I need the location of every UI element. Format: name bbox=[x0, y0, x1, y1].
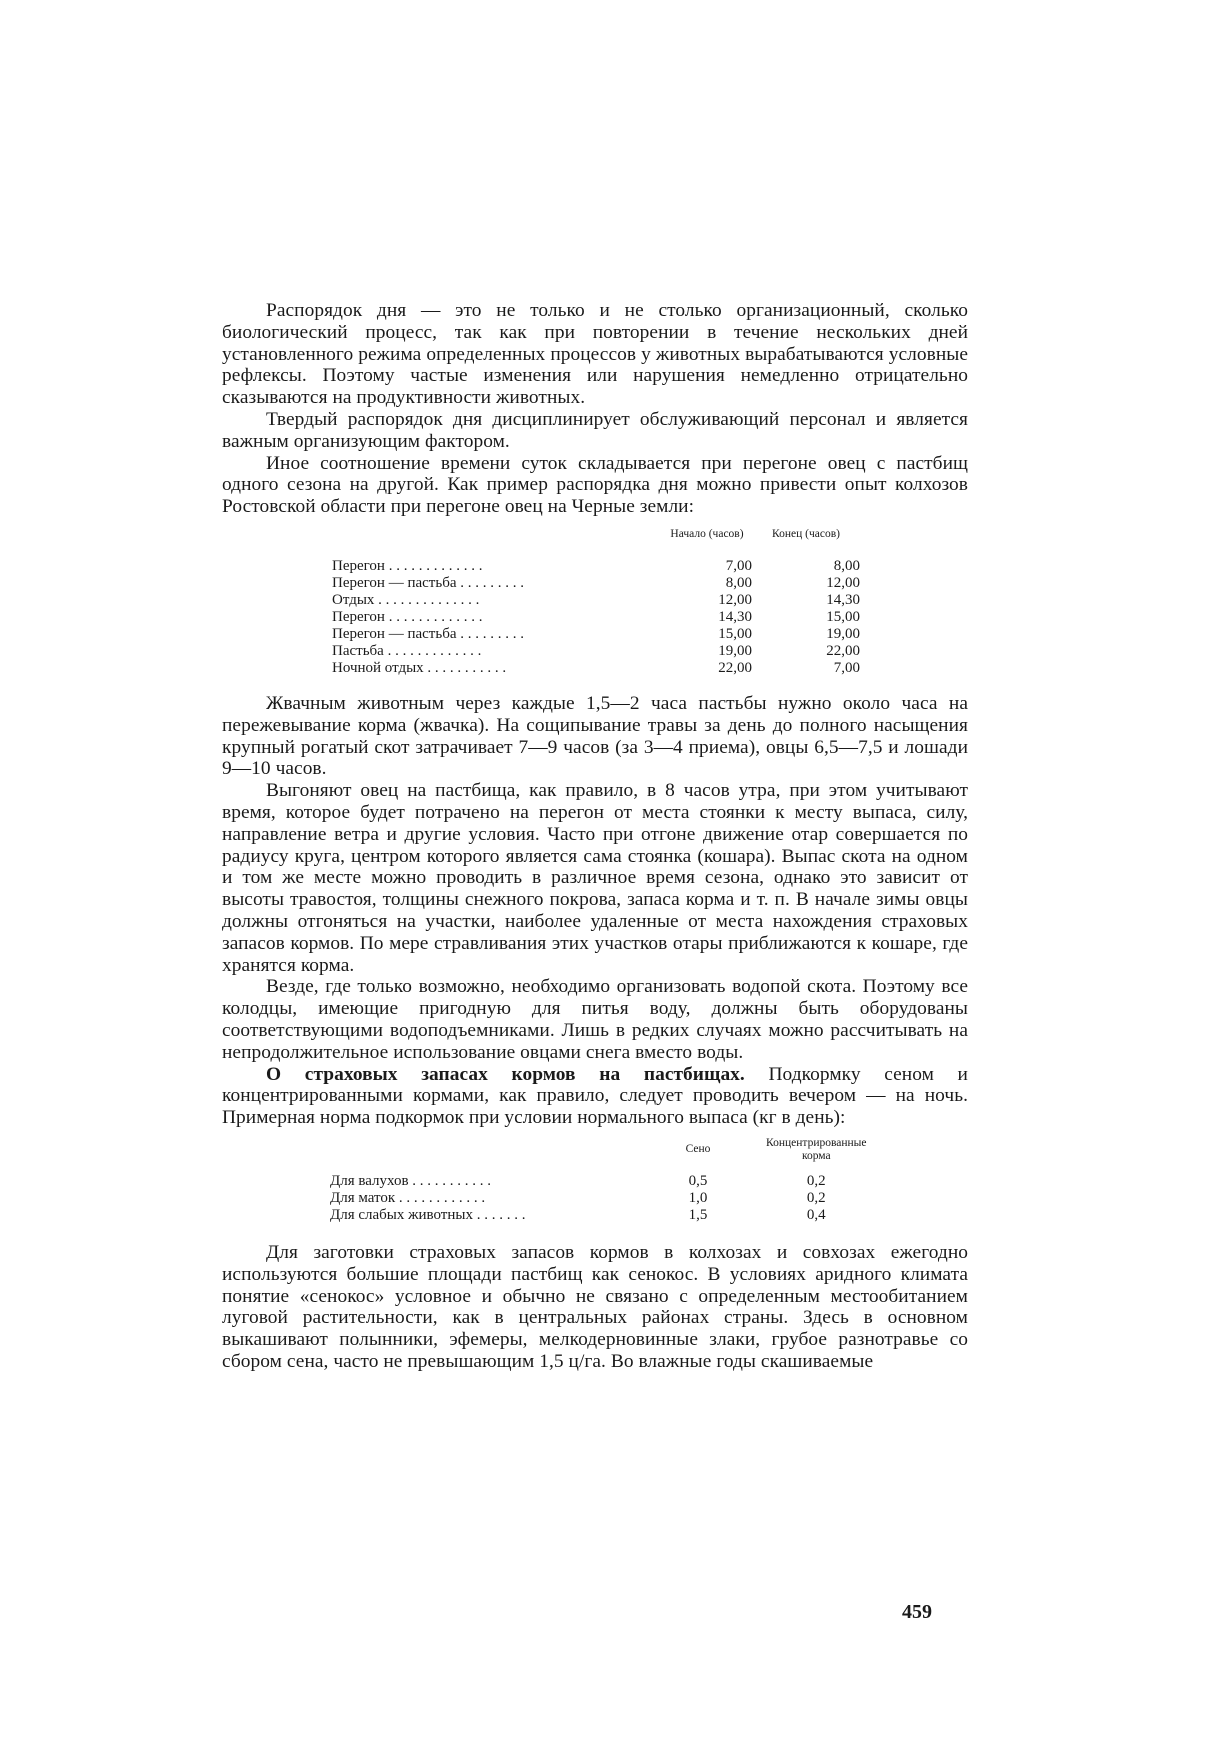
paragraph-2: Твердый распорядок дня дисциплинирует обслуживающий персонал и является важным организующим фактором. bbox=[222, 408, 968, 452]
schedule-start: 15,00 bbox=[718, 625, 752, 642]
schedule-end: 19,00 bbox=[826, 625, 860, 642]
schedule-label: Перегон — пастьба . . . . . . . . . bbox=[332, 574, 524, 591]
schedule-start: 19,00 bbox=[718, 642, 752, 659]
table-row bbox=[332, 660, 860, 677]
feed-label: Для слабых животных . . . . . . . bbox=[330, 1206, 526, 1223]
feed-table bbox=[330, 1137, 867, 1224]
schedule-start: 12,00 bbox=[718, 591, 752, 608]
paragraph-8: Для заготовки страховых запасов кормов в колхозах и совхозах ежегодно используются большие площади пастбищ как сенокос. В условиях аридного климата понятие «сенокос» условное и обычно не связано с определенным местообитанием луговой растительности, как в центральных районах страны. Здесь в основном выкашивают полынники, эфемеры, мелкодерновинные злаки, грубое разнотравье со сбором сена, часто не превышающим 1,5 ц/га. Во влажные годы скашиваемые bbox=[222, 1241, 968, 1372]
schedule-end: 7,00 bbox=[833, 659, 860, 676]
table-row bbox=[330, 1207, 867, 1224]
schedule-label: Перегон . . . . . . . . . . . . . bbox=[332, 608, 483, 625]
schedule-label: Перегон . . . . . . . . . . . . . bbox=[332, 557, 483, 574]
schedule-end: 8,00 bbox=[833, 557, 860, 574]
schedule-start: 22,00 bbox=[718, 659, 752, 676]
table-row bbox=[332, 626, 860, 643]
schedule-end: 15,00 bbox=[826, 608, 860, 625]
schedule-header-row bbox=[332, 528, 860, 541]
table-row bbox=[332, 575, 860, 592]
table-row bbox=[332, 609, 860, 626]
feed-conc: 0,2 bbox=[806, 1189, 826, 1206]
table-row bbox=[332, 558, 860, 575]
schedule-col-start: Начало (часов) bbox=[670, 527, 744, 540]
feed-label: Для маток . . . . . . . . . . . . bbox=[330, 1189, 486, 1206]
schedule-start: 8,00 bbox=[725, 574, 752, 591]
schedule-end: 14,30 bbox=[826, 591, 860, 608]
schedule-label: Отдых . . . . . . . . . . . . . . bbox=[332, 591, 480, 608]
schedule-start: 14,30 bbox=[718, 608, 752, 625]
paragraph-4: Жвачным животным через каждые 1,5—2 часа пастьбы нужно около часа на пережевывание корма (жвачка). На сощипывание травы за день до полного насыщения крупный рогатый скот затрачивает 7—9 часов (за 3—4 приема), овцы 6,5—7,5 и лошади 9—10 часов. bbox=[222, 692, 968, 780]
table-row bbox=[330, 1190, 867, 1207]
schedule-table bbox=[332, 528, 860, 677]
table-row bbox=[332, 643, 860, 660]
schedule-end: 22,00 bbox=[826, 642, 860, 659]
section-heading: О страховых запасах кормов на пастбищах. bbox=[266, 1063, 745, 1085]
feed-col-conc: Концентрированные корма bbox=[766, 1136, 867, 1162]
feed-hay: 0,5 bbox=[688, 1172, 708, 1189]
schedule-col-end: Конец (часов) bbox=[772, 527, 840, 540]
feed-conc: 0,4 bbox=[806, 1206, 826, 1223]
schedule-start: 7,00 bbox=[725, 557, 752, 574]
paragraph-5: Выгоняют овец на пастбища, как правило, в 8 часов утра, при этом учитывают время, которое будет потрачено на перегон от места стоянки к месту выпаса, силу, направление ветра и другие условия. Часто при отгоне движение отар совершается по радиусу круга, центром которого является сама стоянка (кошара). Выпас скота на одном и том же месте можно проводить в различное время сезона, однако это зависит от высоты травостоя, толщины снежного покрова, запаса корма и т. п. В начале зимы овцы должны отгоняться на участки, наиболее удаленные от места нахождения страховых запасов кормов. По мере стравливания этих участков отары приближаются к кошаре, где хранятся корма. bbox=[222, 780, 968, 976]
section-text: Подкормку сеном и концентрированными кормами, как правило, следует проводить вечером — на ночь. Примерная норма подкормок при условии нормального выпаса (кг в день): bbox=[222, 1063, 968, 1129]
paragraph-1: Распорядок дня — это не только и не столько организационный, сколько биологический процесс, так как при повторении в течение нескольких дней установленного режима определенных процессов у животных вырабатываются условные рефлексы. Поэтому частые изменения или нарушения немедленно отрицательно сказываются на продуктивности животных. bbox=[222, 300, 968, 409]
feed-hay: 1,0 bbox=[688, 1189, 708, 1206]
feed-hay: 1,5 bbox=[688, 1206, 708, 1223]
schedule-label: Пастьба . . . . . . . . . . . . . bbox=[332, 642, 482, 659]
paragraph-6: Везде, где только возможно, необходимо организовать водопой скота. Поэтому все колодцы, имеющие пригодную для питья воду, должны быть оборудованы соответствующими водоподъемниками. Лишь в редких случаях можно рассчитывать на непродолжительное использование овцами снега вместо воды. bbox=[222, 976, 968, 1063]
schedule-label: Перегон — пастьба . . . . . . . . . bbox=[332, 625, 524, 642]
feed-conc: 0,2 bbox=[806, 1172, 826, 1189]
page-body bbox=[222, 300, 968, 1373]
feed-label: Для валухов . . . . . . . . . . . bbox=[330, 1172, 492, 1189]
feed-col-hay: Сено bbox=[685, 1143, 711, 1156]
feed-header-row bbox=[330, 1137, 867, 1163]
schedule-end: 12,00 bbox=[826, 574, 860, 591]
table-row bbox=[332, 592, 860, 609]
schedule-label: Ночной отдых . . . . . . . . . . . bbox=[332, 659, 507, 676]
table-row bbox=[330, 1173, 867, 1190]
paragraph-3: Иное соотношение времени суток складывается при перегоне овец с пастбищ одного сезона на другой. Как пример распорядка дня можно привести опыт колхозов Ростовской области при перегоне овец на Черные земли: bbox=[222, 452, 968, 518]
page-number: 459 bbox=[902, 1601, 932, 1623]
paragraph-7 bbox=[222, 1064, 968, 1129]
